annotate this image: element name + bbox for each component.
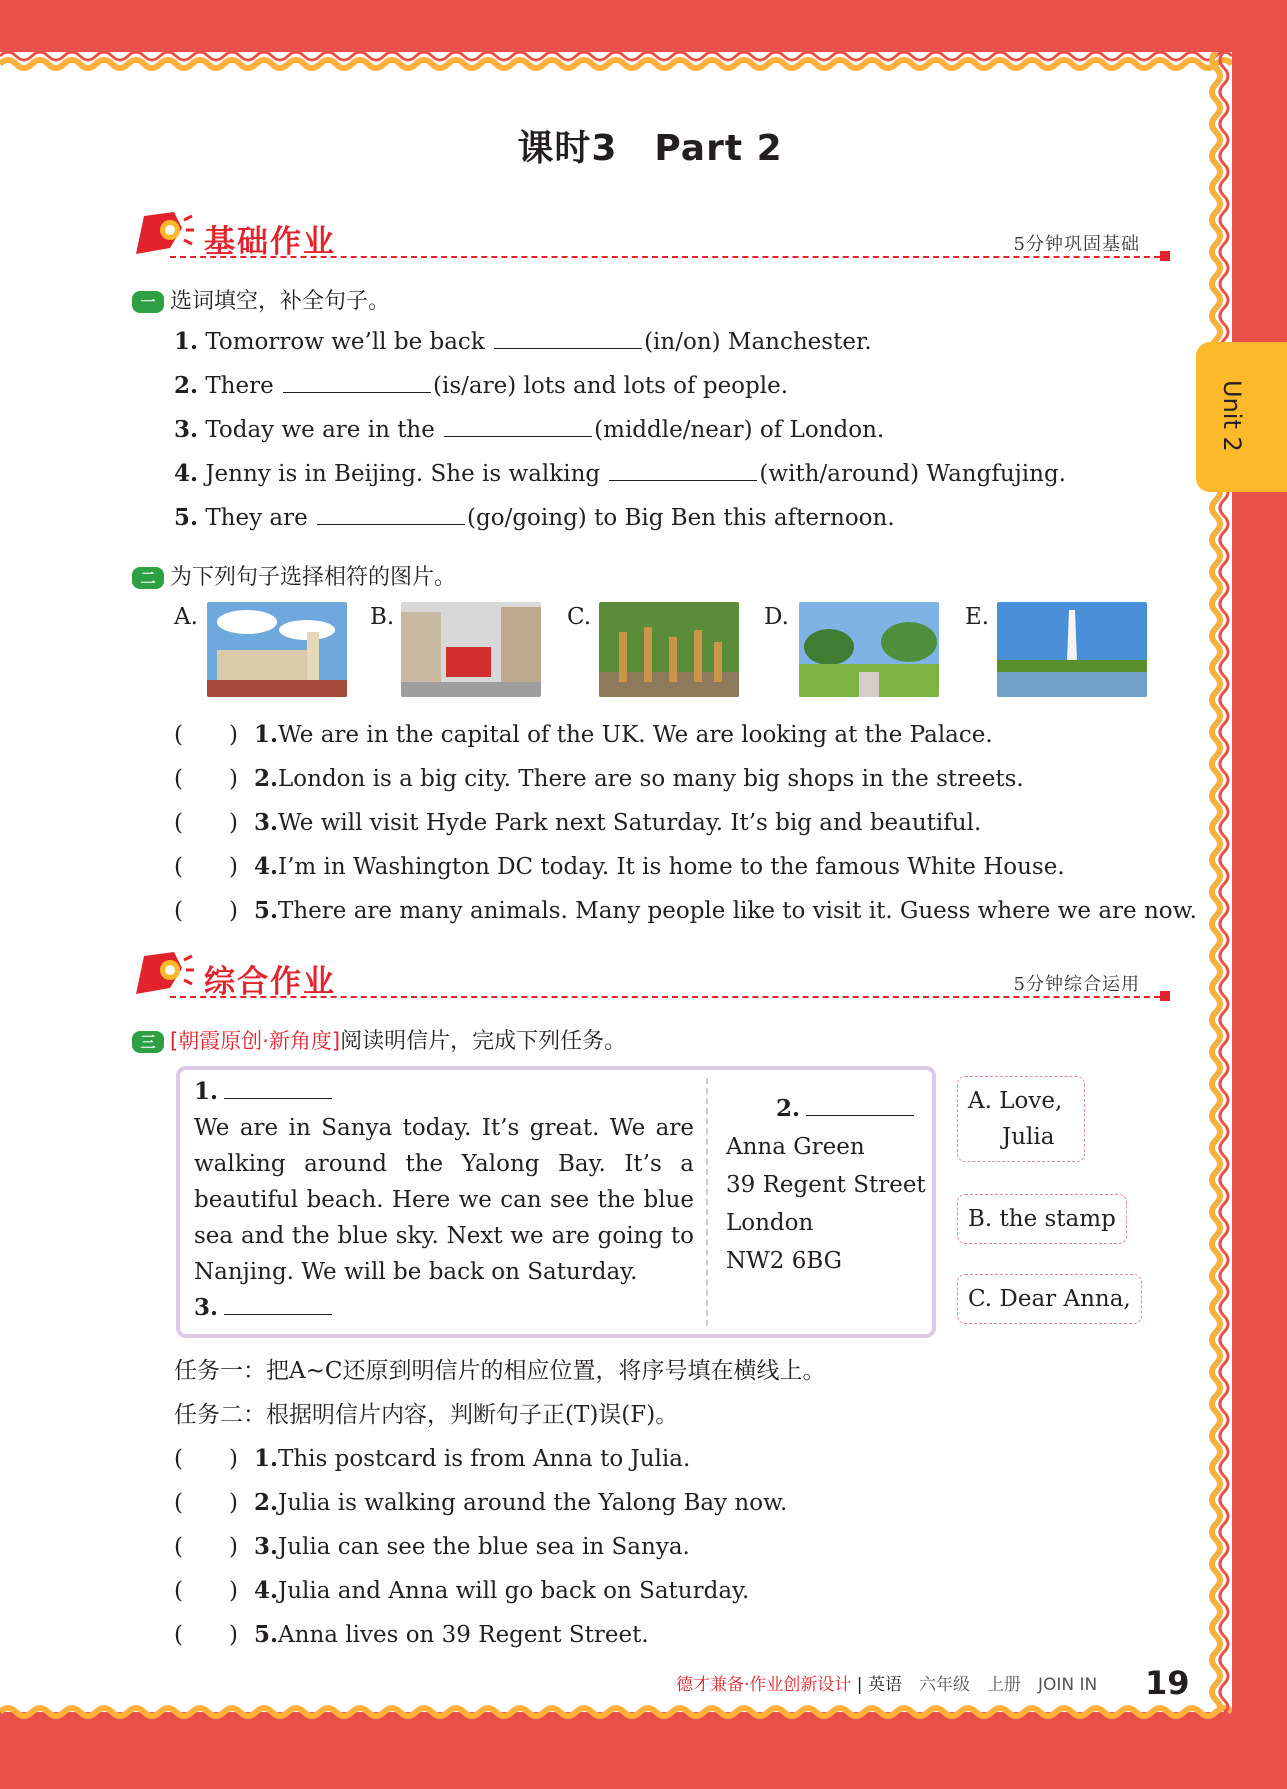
answer-paren[interactable]: ( ) — [174, 722, 238, 748]
page-title: 课时3 Part 2 — [517, 128, 783, 169]
answer-paren[interactable]: ( ) — [174, 1578, 238, 1604]
postcard-body: We are in Sanya today. It’s great. We are walking around the Yalong Bay. It’s a beautiful beach. Here we can see the blue sea and the blue sky. Next we are going to Nanjing. We will be back on Saturday. — [194, 1115, 694, 1285]
task-2: 任务二：根据明信片内容，判断句子正(T)误(F)。 — [174, 1402, 679, 1428]
monument-image — [997, 602, 1147, 697]
footer-grade: 六年级 上册 JOIN IN — [918, 1675, 1098, 1695]
picture-label: B. — [370, 604, 395, 630]
section-subtitle: 5分钟综合运用 — [1013, 974, 1140, 995]
answer-paren[interactable]: ( ) — [174, 854, 238, 880]
answer-blank[interactable] — [494, 328, 642, 349]
picture-label: E. — [965, 604, 990, 630]
tf-item: ( ) 5.Anna lives on 39 Regent Street. — [174, 1616, 649, 1649]
fill-blank-item: 2. There (is/are) lots and lots of people. — [174, 372, 789, 399]
answer-paren[interactable]: ( ) — [174, 1534, 238, 1560]
answer-paren[interactable]: ( ) — [174, 766, 238, 792]
tf-item: ( ) 4.Julia and Anna will go back on Saturday. — [174, 1572, 749, 1605]
answer-blank[interactable] — [283, 372, 431, 393]
tf-item: ( ) 3.Julia can see the blue sea in Sanya. — [174, 1528, 690, 1561]
match-item: ( ) 3.We will visit Hyde Park next Saturday. It’s big and beautiful. — [174, 804, 981, 837]
match-item: ( ) 5.There are many animals. Many people like to visit it. Guess where we are now. — [174, 892, 1197, 925]
match-item: ( ) 1.We are in the capital of the UK. We are looking at the Palace. — [174, 716, 993, 749]
street-image — [401, 602, 541, 697]
megaphone-icon — [130, 206, 194, 262]
footer-subject: 英语 — [867, 1675, 902, 1695]
option-c: C. Dear Anna, — [957, 1274, 1142, 1324]
right-wavy-border — [1196, 52, 1236, 1712]
question-3-header — [132, 1024, 626, 1055]
question-badge: 一 — [132, 291, 164, 313]
postcard-message: 1. We are in Sanya today. It’s great. We are walking around the Yalong Bay. It’s a beautiful beach. Here we can see the blue sea and the blue sky. Next we are going to Nanjing. We will be back on Saturday. 3. — [194, 1078, 694, 1321]
picture-label: C. — [567, 604, 592, 630]
match-item: ( ) 2.London is a big city. There are so many big shops in the streets. — [174, 760, 1024, 793]
tf-item: ( ) 1.This postcard is from Anna to Julia. — [174, 1440, 690, 1473]
tf-item: ( ) 2.Julia is walking around the Yalong Bay now. — [174, 1484, 787, 1517]
question-instruction: 为下列句子选择相符的图片。 — [170, 565, 457, 590]
fill-blank-item: 1. Tomorrow we’ll be back (in/on) Manchester. — [174, 328, 872, 355]
footer: 德才兼备·作业创新设计 | 英语 六年级 上册 JOIN IN — [676, 1675, 1098, 1695]
section-title: 基础作业 — [204, 224, 336, 260]
palace-image — [207, 602, 347, 697]
answer-blank[interactable] — [317, 504, 465, 525]
answer-paren[interactable]: ( ) — [174, 1622, 238, 1648]
answer-blank[interactable] — [806, 1095, 914, 1116]
postcard — [176, 1066, 936, 1338]
section-subtitle: 5分钟巩固基础 — [1013, 234, 1140, 255]
question-badge: 三 — [132, 1031, 164, 1053]
answer-paren[interactable]: ( ) — [174, 810, 238, 836]
match-item: ( ) 4.I’m in Washington DC today. It is home to the famous White House. — [174, 848, 1065, 881]
answer-blank[interactable] — [444, 416, 592, 437]
section-title: 综合作业 — [204, 964, 336, 1000]
bottom-wavy-border — [0, 1692, 1232, 1732]
postcard-address: 2. Anna Green 39 Regent Street London NW2 6BG — [726, 1095, 926, 1274]
answer-paren[interactable]: ( ) — [174, 1446, 238, 1472]
fill-blank-item: 3. Today we are in the (middle/near) of London. — [174, 416, 885, 443]
task-1: 任务一：把A~C还原到明信片的相应位置，将序号填在横线上。 — [174, 1358, 826, 1384]
option-a: A. Love, Julia — [957, 1076, 1085, 1162]
fill-blank-item: 4. Jenny is in Beijing. She is walking (with/around) Wangfujing. — [174, 460, 1066, 487]
picture-label: D. — [764, 604, 789, 630]
answer-blank[interactable] — [224, 1294, 332, 1315]
fill-blank-item: 5. They are (go/going) to Big Ben this afternoon. — [174, 504, 895, 531]
section-header-basic — [130, 206, 1170, 266]
picture-label: A. — [174, 604, 198, 630]
question-badge: 二 — [132, 567, 164, 589]
answer-blank[interactable] — [609, 460, 757, 481]
park-image — [799, 602, 939, 697]
answer-paren[interactable]: ( ) — [174, 1490, 238, 1516]
option-b: B. the stamp — [957, 1194, 1127, 1244]
question-instruction: 阅读明信片，完成下列任务。 — [340, 1029, 627, 1054]
question-2-header — [132, 560, 456, 591]
unit-tab — [1196, 342, 1287, 492]
answer-blank[interactable] — [224, 1078, 332, 1099]
page-number: 19 — [1145, 1664, 1190, 1702]
answer-paren[interactable]: ( ) — [174, 898, 238, 924]
footer-brand: 德才兼备·作业创新设计 — [676, 1675, 852, 1695]
top-wavy-border — [0, 44, 1232, 84]
question-tag: [朝霞原创·新角度] — [170, 1029, 341, 1053]
section-header-comprehensive — [130, 946, 1170, 1006]
unit-tab-label: Unit 2 — [1218, 380, 1246, 452]
question-instruction: 选词填空，补全句子。 — [170, 289, 391, 314]
megaphone-icon — [130, 946, 194, 1002]
question-1-header — [132, 284, 390, 315]
giraffe-image — [599, 602, 739, 697]
